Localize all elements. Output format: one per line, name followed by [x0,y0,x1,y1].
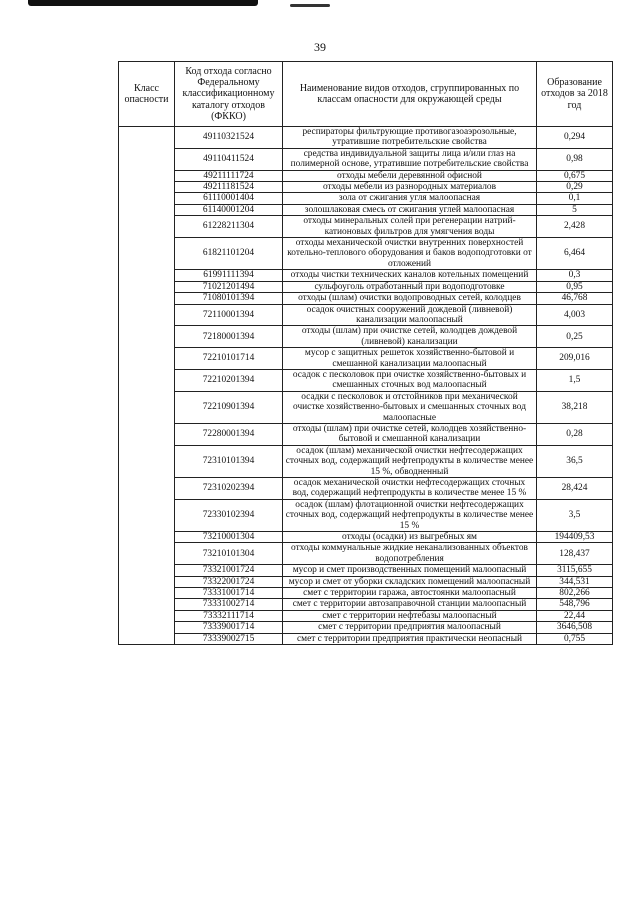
formation-cell: 22,44 [537,610,613,621]
formation-cell: 344,531 [537,576,613,587]
fkko-code-cell: 73322001724 [175,576,283,587]
formation-cell: 194409,53 [537,532,613,543]
table-row [119,588,613,599]
waste-name-cell: смет с территории гаража, автостоянки малоопасный [283,588,537,599]
table-row [119,238,613,270]
formation-cell: 209,016 [537,348,613,370]
fkko-code-cell: 72180001394 [175,326,283,348]
formation-cell: 548,796 [537,599,613,610]
fkko-code-cell: 61991111394 [175,270,283,281]
fkko-code-cell: 73210001304 [175,532,283,543]
fkko-code-cell: 49110411524 [175,148,283,170]
table-row [119,281,613,292]
fkko-code-cell: 61110001404 [175,193,283,204]
table-row [119,499,613,531]
waste-name-cell: отходы (осадки) из выгребных ям [283,532,537,543]
waste-name-cell: смет с территории предприятия малоопасный [283,622,537,633]
table-row [119,633,613,644]
table-row [119,193,613,204]
formation-cell: 4,003 [537,304,613,326]
waste-name-cell: смет с территории нефтебазы малоопасный [283,610,537,621]
formation-cell: 802,266 [537,588,613,599]
waste-name-cell: смет с территории автозаправочной станции малоопасный [283,599,537,610]
formation-cell: 0,675 [537,170,613,181]
formation-cell: 0,29 [537,182,613,193]
fkko-code-cell: 73331001714 [175,588,283,599]
waste-name-cell: отходы коммунальные жидкие неканализованных объектов водопотребления [283,543,537,565]
fkko-code-cell: 61228211304 [175,216,283,238]
fkko-code-cell: 71021201494 [175,281,283,292]
waste-name-cell: смет с территории предприятия практически неопасный [283,633,537,644]
formation-cell: 0,25 [537,326,613,348]
fkko-code-cell: 61140001204 [175,204,283,215]
waste-name-cell: отходы мебели деревянной офисной [283,170,537,181]
formation-cell: 1,5 [537,369,613,391]
formation-cell: 0,1 [537,193,613,204]
fkko-code-cell: 72330102394 [175,499,283,531]
formation-cell: 0,294 [537,127,613,149]
formation-cell: 38,218 [537,391,613,423]
formation-cell: 0,95 [537,281,613,292]
fkko-code-cell: 72280001394 [175,423,283,445]
waste-name-cell: зола от сжигания угля малоопасная [283,193,537,204]
fkko-code-cell: 61821101204 [175,238,283,270]
fkko-code-cell: 72310101394 [175,445,283,477]
fkko-code-cell: 72110001394 [175,304,283,326]
waste-name-cell: золошлаковая смесь от сжигания углей малоопасная [283,204,537,215]
table-row [119,304,613,326]
fkko-code-cell: 73339002715 [175,633,283,644]
table-row [119,391,613,423]
waste-name-cell: мусор и смет от уборки складских помещений малоопасный [283,576,537,587]
header-formation: Образование отходов за 2018 год [537,62,613,127]
waste-name-cell: осадок с песколовок при очистке хозяйственно-бытовых и смешанных сточных вод малоопасный [283,369,537,391]
waste-name-cell: осадок механической очистки нефтесодержащих сточных вод, содержащий нефтепродукты в количестве менее 15 % [283,478,537,500]
waste-name-cell: отходы (шлам) при очистке сетей, колодцев хозяйственно-бытовой и смешанной канализации [283,423,537,445]
table-row [119,543,613,565]
waste-name-cell: отходы (шлам) при очистке сетей, колодцев дождевой (ливневой) канализации [283,326,537,348]
table-row [119,532,613,543]
table-row [119,148,613,170]
waste-name-cell: осадок очистных сооружений дождевой (ливневой) канализации малоопасный [283,304,537,326]
fkko-code-cell: 72310202394 [175,478,283,500]
fkko-code-cell: 72210101714 [175,348,283,370]
scan-artifact [28,0,258,6]
waste-name-cell: отходы минеральных солей при регенерации натрий-катионовых фильтров для умягчения воды [283,216,537,238]
scan-artifact [290,4,330,7]
formation-cell: 128,437 [537,543,613,565]
header-waste-name: Наименование видов отходов, сгруппированных по классам опасности для окружающей среды [283,62,537,127]
fkko-code-cell: 49110321524 [175,127,283,149]
fkko-code-cell: 73339001714 [175,622,283,633]
formation-cell: 3115,655 [537,565,613,576]
waste-name-cell: отходы мебели из разнородных материалов [283,182,537,193]
fkko-code-cell: 49211111724 [175,170,283,181]
waste-name-cell: отходы чистки технических каналов котельных помещений [283,270,537,281]
formation-cell: 0,98 [537,148,613,170]
table-row [119,270,613,281]
table-row [119,565,613,576]
table-row [119,326,613,348]
table-row [119,423,613,445]
waste-name-cell: средства индивидуальной защиты лица и/или глаз на полимерной основе, утратившие потребительские свойства [283,148,537,170]
formation-cell: 3,5 [537,499,613,531]
waste-name-cell: респираторы фильтрующие противогазоаэрозольные, утратившие потребительские свойства [283,127,537,149]
formation-cell: 0,28 [537,423,613,445]
fkko-code-cell: 71080101394 [175,293,283,304]
waste-name-cell: сульфоуголь отработанный при водоподготовке [283,281,537,292]
table-row [119,216,613,238]
formation-cell: 3646,508 [537,622,613,633]
hazard-class-cell [119,127,175,645]
waste-name-cell: осадок (шлам) механической очистки нефтесодержащих сточных вод, содержащий нефтепродукты в количестве менее 15 %, обводненный [283,445,537,477]
fkko-code-cell: 49211181524 [175,182,283,193]
formation-cell: 28,424 [537,478,613,500]
table-row [119,127,613,149]
table-row [119,182,613,193]
waste-name-cell: мусор с защитных решеток хозяйственно-бытовой и смешанной канализации малоопасный [283,348,537,370]
table-row [119,445,613,477]
waste-name-cell: осадок (шлам) флотационной очистки нефтесодержащих сточных вод, содержащий нефтепродукты в количестве менее 15 % [283,499,537,531]
fkko-code-cell: 73331002714 [175,599,283,610]
table-row [119,599,613,610]
formation-cell: 5 [537,204,613,215]
table-header-row [119,62,613,127]
waste-name-cell: отходы (шлам) очистки водопроводных сетей, колодцев [283,293,537,304]
waste-name-cell: осадки с песколовок и отстойников при механической очистке хозяйственно-бытовых и смешанных сточных вод малоопасные [283,391,537,423]
table-row [119,576,613,587]
formation-cell: 6,464 [537,238,613,270]
table-row [119,204,613,215]
formation-cell: 0,755 [537,633,613,644]
header-hazard-class: Класс опасности [119,62,175,127]
page-number: 39 [314,40,326,54]
fkko-code-cell: 72210201394 [175,369,283,391]
table-body [119,127,613,645]
waste-name-cell: отходы механической очистки внутренних поверхностей котельно-теплового оборудования и баков водоподготовки от отложений [283,238,537,270]
table-row [119,293,613,304]
formation-cell: 0,3 [537,270,613,281]
table-row [119,170,613,181]
formation-cell: 2,428 [537,216,613,238]
formation-cell: 46,768 [537,293,613,304]
fkko-code-cell: 73332111714 [175,610,283,621]
header-fkko-code: Код отхода согласно Федеральному классификационному каталогу отходов (ФККО) [175,62,283,127]
fkko-code-cell: 73210101304 [175,543,283,565]
fkko-code-cell: 72210901394 [175,391,283,423]
table-row [119,348,613,370]
waste-table [118,61,613,645]
table-row [119,622,613,633]
fkko-code-cell: 73321001724 [175,565,283,576]
table-row [119,369,613,391]
waste-name-cell: мусор и смет производственных помещений малоопасный [283,565,537,576]
table-row [119,478,613,500]
table-row [119,610,613,621]
formation-cell: 36,5 [537,445,613,477]
